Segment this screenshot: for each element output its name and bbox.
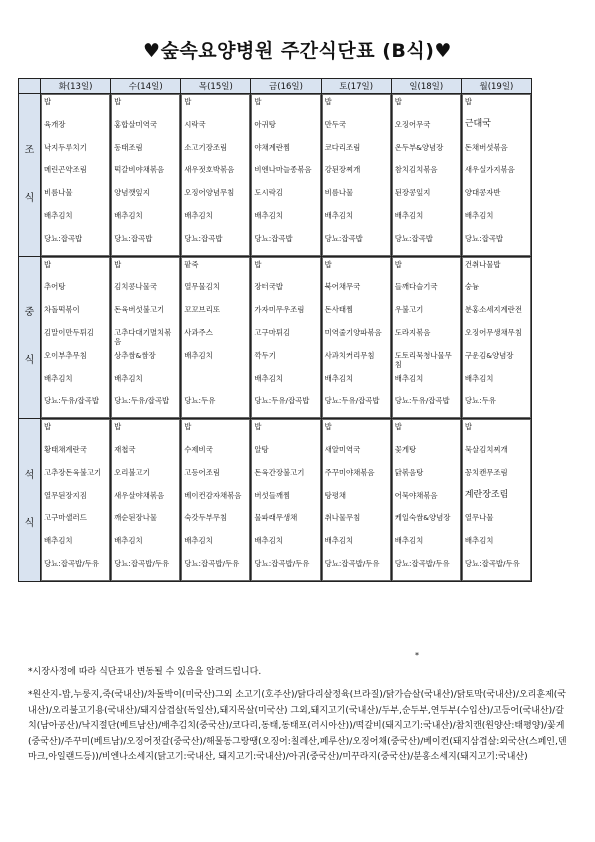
menu-cell — [461, 419, 531, 582]
menu-item: 묵살김치찌개 — [464, 444, 508, 454]
menu-item: 배추김치 — [184, 210, 213, 220]
menu-item: 비름나물 — [324, 188, 354, 198]
menu-item: 당뇨:두유/잡곡밥 — [254, 396, 310, 406]
menu-item: 밥 — [114, 97, 122, 106]
menu-item-list — [392, 257, 461, 419]
menu-item: 배추김치 — [254, 210, 283, 220]
menu-item: 비엔나마늘종볶음 — [254, 165, 312, 175]
menu-item: 양념깻잎지 — [114, 188, 150, 198]
menu-cell — [461, 94, 531, 257]
menu-item: 밥 — [254, 422, 262, 432]
menu-item: 팥죽 — [184, 259, 199, 269]
menu-item: 오징어무생채무침 — [464, 327, 522, 337]
menu-item: 사과주스 — [184, 327, 213, 337]
menu-item: 오징어양념무침 — [184, 188, 235, 198]
menu-item-list — [111, 419, 180, 581]
day-header: 토(17일) — [321, 79, 391, 94]
menu-item: 배추김치 — [114, 536, 143, 546]
menu-item: 된장콩잎지 — [394, 188, 431, 198]
menu-item: 당뇨:잡곡밥/두유 — [464, 558, 520, 568]
menu-item: 밥 — [44, 259, 52, 269]
menu-item: 당뇨:잡곡밥/두유 — [184, 558, 240, 568]
menu-item: 근대국 — [464, 118, 491, 129]
menu-item: 추어탕 — [44, 282, 66, 292]
menu-item: 고추장돈육불고기 — [44, 467, 102, 477]
menu-item-list — [251, 257, 320, 419]
menu-item: 비름나물 — [44, 188, 73, 198]
menu-item: 당뇨:잡곡밥/두유 — [394, 558, 450, 568]
menu-item: 오리불고기 — [114, 467, 150, 477]
menu-item: 도시락김 — [254, 188, 283, 198]
menu-item: 고구마튀김 — [254, 327, 291, 337]
menu-item: 배추김치 — [44, 536, 73, 546]
menu-item: 꽃게탕 — [394, 444, 417, 454]
menu-item: 오징어무국 — [394, 119, 431, 129]
menu-item: 돈사태찜 — [324, 305, 354, 315]
menu-item: 코다리조림 — [324, 142, 361, 152]
menu-cell — [181, 256, 251, 419]
menu-item: 당뇨:잡곡밥 — [394, 233, 433, 243]
menu-item: 고등어조림 — [184, 467, 220, 477]
menu-item-list — [462, 419, 531, 581]
meal-row — [19, 419, 532, 582]
menu-item: 돈육간장불고기 — [254, 467, 305, 477]
menu-item-list — [322, 257, 391, 419]
menu-item: 김말이만두튀김 — [44, 327, 94, 337]
menu-item: 당뇨:잡곡밥/두유 — [44, 558, 99, 568]
menu-item: 건취나물밥 — [464, 259, 501, 269]
menu-item: 배추김치 — [324, 373, 354, 383]
menu-item: 밥 — [114, 259, 122, 269]
menu-item: 고추다대기멸치볶음 — [114, 327, 172, 346]
menu-item: 김치콩나물국 — [114, 282, 157, 292]
menu-item: 어묵야채볶음 — [394, 490, 438, 500]
menu-item-list — [181, 94, 250, 256]
menu-item: 탕평채 — [324, 490, 346, 500]
menu-item-list — [392, 94, 461, 256]
menu-item: 분홍소세지계란전 — [464, 305, 522, 315]
menu-cell — [111, 419, 181, 582]
menu-cell — [461, 256, 531, 419]
menu-item: 당뇨:두유 — [464, 396, 496, 406]
menu-cell — [111, 256, 181, 419]
menu-cell — [251, 419, 321, 582]
menu-item: 열무된장지짐 — [44, 490, 87, 500]
menu-item: 배추김치 — [464, 373, 494, 383]
menu-item: 시락국 — [184, 119, 206, 129]
menu-item: 당뇨:두유/잡곡밥 — [394, 396, 450, 406]
menu-item: 새우젓호박볶음 — [184, 165, 235, 175]
menu-item: 숭늉 — [464, 282, 480, 292]
menu-item: 당뇨:두유 — [184, 396, 216, 406]
menu-item: 열무나물 — [464, 513, 494, 523]
menu-item: 물파래무생채 — [254, 513, 298, 523]
menu-item: 떡갈비야채볶음 — [114, 165, 165, 175]
day-header: 목(15일) — [181, 79, 251, 94]
meal-label: 석 식 — [19, 419, 41, 582]
menu-item: 메린곤약조림 — [44, 165, 87, 175]
menu-item: 계란장조림 — [464, 489, 509, 500]
meal-label: 조 식 — [19, 94, 41, 257]
menu-cell — [181, 94, 251, 257]
menu-item: 차돌떡볶이 — [44, 305, 80, 315]
menu-cell — [181, 419, 251, 582]
menu-item: 당뇨:잡곡밥 — [44, 233, 83, 243]
menu-cell — [391, 419, 461, 582]
menu-item: 참치김치볶음 — [394, 165, 438, 175]
menu-item: 돈육버섯불고기 — [114, 305, 165, 315]
footnote-mark: * — [415, 651, 419, 660]
menu-item-list — [41, 257, 110, 419]
menu-item: 사과치커리무침 — [324, 350, 375, 360]
menu-item: 당뇨:잡곡밥/두유 — [324, 558, 380, 568]
menu-item-list — [462, 94, 531, 256]
menu-item: 밥 — [324, 259, 332, 269]
day-header-row — [19, 79, 532, 94]
menu-item: 꽁치캔무조림 — [464, 467, 508, 477]
menu-item: 동태조림 — [114, 142, 143, 152]
menu-item: 배추김치 — [114, 373, 143, 383]
menu-item-list — [181, 257, 250, 419]
menu-item-list — [251, 94, 320, 256]
menu-item: 도토리묵청나물무침 — [394, 350, 452, 369]
menu-item-list — [251, 419, 320, 581]
menu-item-list — [462, 257, 531, 419]
meal-row — [19, 256, 532, 419]
menu-item: 배추김치 — [44, 373, 73, 383]
menu-item: 낙지두루치기 — [44, 142, 87, 152]
menu-item: 재첩국 — [114, 444, 136, 454]
menu-item: 숙갓두부무침 — [184, 513, 228, 523]
origin-notice: *원산지-밥,누룽지,죽(국내산)/차돌박이(미국산)그외 소고기(호주산)/닭다리살정육(브라질)/닭가슴살(국내산)/닭토막(국내산)/오리훈제(국내산)/오리불고기용(국내산)/돼지삼겹살(독일산),돼지목살(미국산) 그외,돼지고기(국내산)/두부,순두부,연두부(수입산)/고등어(국내산)/갈치(남아공산)/낙지절단(베트남산)/배추김치(중국산)/코다리,동태,동태포(러시아산))/떡갈비(돼지고기:국내산)/참치캔(원양산:태평양)/꽃게(중국산)/주꾸미(베트남)/오징어젓갈(중국산)/해물동그랑땡(오징어:칠레산,페루산)/오징어채(중국산)/베이컨(돼지삼겹살:외국산(스페인,덴마크,아일랜드등))/비엔나소세지(닭고기:국내산, 돼지고기:국내산)/아귀(중국산)/미꾸라지(중국산)/분홍소세지(돼지고기:국내산) — [28, 690, 567, 762]
day-header: 일(18일) — [391, 79, 461, 94]
menu-item: 새우살야채볶음 — [114, 490, 165, 500]
menu-item: 우불고기 — [394, 305, 424, 315]
menu-item: 취나물무침 — [324, 513, 361, 523]
menu-item: 당뇨:두유/잡곡밥 — [324, 396, 380, 406]
menu-item-list — [322, 94, 391, 256]
menu-item: 버섯들깨찜 — [254, 490, 291, 500]
menu-item: 당뇨:잡곡밥 — [324, 233, 363, 243]
menu-item: 상추쌈&쌈장 — [114, 350, 156, 360]
menu-cell — [251, 256, 321, 419]
menu-item: 당뇨:잡곡밥 — [114, 233, 153, 243]
menu-item: 당뇨:두유/잡곡밥 — [114, 396, 170, 406]
menu-item: 밥 — [184, 97, 192, 106]
menu-item: 배추김치 — [464, 210, 494, 220]
menu-cell — [41, 94, 111, 257]
menu-item: 당뇨:잡곡밥/두유 — [114, 558, 170, 568]
menu-item: 장터국밥 — [254, 282, 283, 292]
menu-item: 밥 — [394, 97, 402, 106]
menu-item: 밥 — [44, 422, 52, 432]
meal-label: 중 식 — [19, 256, 41, 419]
day-header: 수(14일) — [111, 79, 181, 94]
menu-cell — [321, 94, 391, 257]
menu-item-list — [41, 419, 110, 581]
menu-item: 야채계란찜 — [254, 142, 291, 152]
menu-cell — [391, 256, 461, 419]
menu-item: 고구마샐러드 — [44, 513, 87, 523]
menu-item: 배추김치 — [184, 536, 213, 546]
menu-item: 닭볶음탕 — [394, 467, 424, 477]
menu-item-list — [181, 419, 250, 581]
meal-row — [19, 94, 532, 257]
menu-item: 들깨다슬기국 — [394, 282, 438, 292]
menu-item: 케일숙쌈&양념장 — [394, 513, 451, 523]
menu-item: 밥 — [394, 422, 402, 432]
menu-item: 배추김치 — [394, 373, 424, 383]
menu-item: 가자미무우조림 — [254, 305, 305, 315]
menu-item: 배추김치 — [184, 350, 213, 360]
menu-item: 배추김치 — [114, 210, 143, 220]
menu-item: 깍두기 — [254, 350, 276, 360]
menu-cell — [391, 94, 461, 257]
menu-item: 알탕 — [254, 444, 269, 454]
menu-item: 당뇨:잡곡밥 — [254, 233, 293, 243]
menu-item: 소고기장조림 — [184, 142, 228, 152]
menu-item: 강된장찌개 — [324, 165, 361, 175]
menu-item: 밥 — [114, 422, 122, 432]
menu-item: 만두국 — [324, 119, 346, 129]
menu-item: 밥 — [394, 259, 402, 269]
menu-item: 밥 — [464, 422, 472, 432]
menu-cell — [111, 94, 181, 257]
menu-item: 밥 — [44, 97, 52, 106]
menu-item: 도라지볶음 — [394, 327, 431, 337]
menu-item: 홍합살미역국 — [114, 119, 157, 129]
menu-item: 주꾸미야채볶음 — [324, 467, 375, 477]
menu-item-list — [392, 419, 461, 581]
menu-item: 배추김치 — [394, 210, 424, 220]
page-title: ♥숲속요양병원 주간식단표 (B식)♥ — [143, 40, 452, 62]
menu-item: 배추김치 — [44, 210, 73, 220]
menu-cell — [41, 256, 111, 419]
menu-item: 당뇨:잡곡밥 — [184, 233, 223, 243]
menu-cell — [41, 419, 111, 582]
menu-item: 온두부&양념장 — [394, 142, 444, 152]
menu-item — [182, 372, 249, 395]
menu-item: 배추김치 — [254, 373, 283, 383]
menu-item: 새우실가지볶음 — [464, 165, 515, 175]
day-header: 금(16일) — [251, 79, 321, 94]
menu-item: 밥 — [254, 97, 262, 106]
menu-item: 밥 — [184, 422, 192, 432]
menu-item: 북어채무국 — [324, 282, 361, 292]
menu-item: 당뇨:잡곡밥/두유 — [254, 558, 310, 568]
menu-item: 꼬꼬브리또 — [184, 305, 220, 315]
day-header: 화(13일) — [41, 79, 111, 94]
day-header: 월(19일) — [461, 79, 531, 94]
menu-cell — [251, 94, 321, 257]
menu-item: 황태채계란국 — [44, 444, 87, 454]
menu-item-list — [41, 94, 110, 256]
change-notice: *시장사정에 따라 식단표가 변동될 수 있음을 알려드립니다. — [28, 667, 262, 677]
menu-item: 오이부추무침 — [44, 350, 87, 360]
menu-cell — [321, 419, 391, 582]
menu-item: 육개장 — [44, 119, 66, 129]
menu-item: 수제비국 — [184, 444, 213, 454]
menu-item: 배추김치 — [324, 536, 354, 546]
menu-item: 당뇨:잡곡밥 — [464, 233, 504, 243]
menu-item: 미역줄기양파볶음 — [324, 327, 382, 337]
menu-item-list — [322, 419, 391, 581]
menu-item: 배추김치 — [464, 536, 494, 546]
weekly-menu-table — [18, 78, 532, 582]
menu-item: 깨순된장나물 — [114, 513, 157, 523]
menu-item: 열무물김치 — [184, 282, 220, 292]
menu-item: 새알미역국 — [324, 444, 361, 454]
menu-item: 당뇨:두유/잡곡밥 — [44, 396, 99, 406]
menu-item: 밥 — [324, 422, 332, 432]
header-corner — [19, 79, 41, 94]
menu-item: 배추김치 — [254, 536, 283, 546]
menu-item: 밥 — [254, 259, 262, 269]
menu-item: 구운김&양념장 — [464, 350, 514, 360]
menu-item-list — [111, 257, 180, 419]
menu-item: 밥 — [464, 97, 472, 106]
menu-item: 밥 — [324, 97, 332, 106]
menu-item: 양대콩자반 — [464, 188, 501, 198]
menu-item: 배추김치 — [324, 210, 354, 220]
menu-item: 아귀탕 — [254, 119, 276, 129]
menu-cell — [321, 256, 391, 419]
menu-item: 돈채버섯볶음 — [464, 142, 508, 152]
menu-item-list — [111, 94, 180, 256]
menu-item: 베이컨감자채볶음 — [184, 490, 242, 500]
menu-item: 배추김치 — [394, 536, 424, 546]
